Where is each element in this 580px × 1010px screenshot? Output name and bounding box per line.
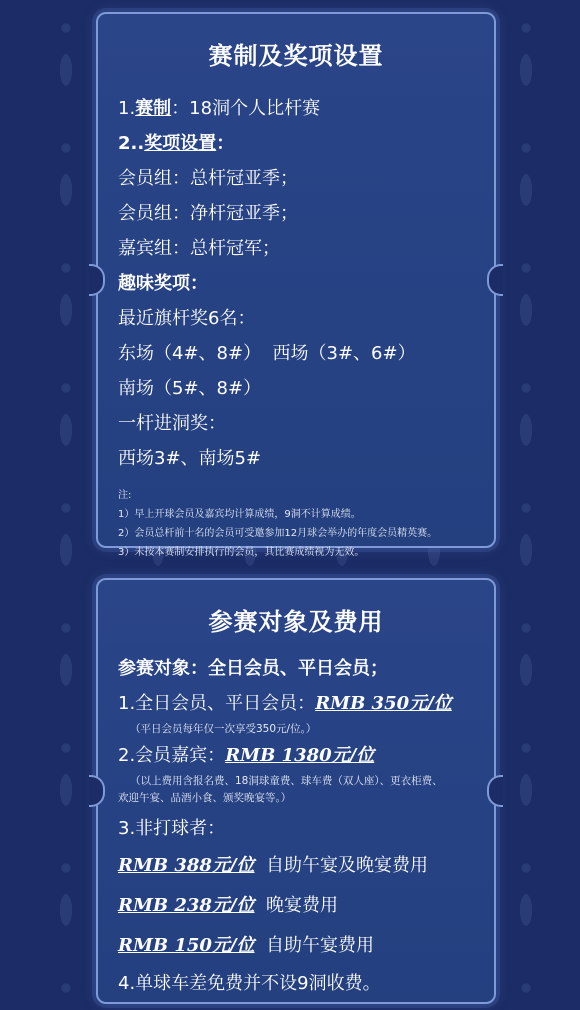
award-item: 西场3#、南场5# — [118, 448, 262, 469]
non-player-fee: RMB 238元/位 晚宴费用 — [118, 895, 338, 916]
format-label: 赛制 — [135, 98, 172, 119]
price-label: RMB 238元/位 — [118, 895, 255, 916]
award-item: 南场（5#、8#） — [118, 378, 262, 399]
price-label: RMB 388元/位 — [118, 855, 255, 876]
awards-heading: 2..奖项设置： — [118, 133, 235, 154]
award-item: 最近旗杆奖6名： — [118, 308, 256, 329]
section2-title: 参赛对象及费用 — [208, 608, 384, 636]
awards-label: 奖项设置 — [144, 133, 217, 154]
format-awards-card — [96, 12, 496, 558]
notes-label: 注: — [118, 490, 132, 501]
non-player-fee: RMB 150元/位 自助午宴费用 — [118, 935, 374, 956]
award-item: 一杆进洞奖： — [118, 413, 226, 434]
fee-item-3: 3.非打球者： — [118, 818, 226, 839]
award-item: 会员组：总杆冠亚季； — [118, 168, 298, 189]
participants-fees-card — [96, 578, 496, 1004]
fee-note: （以上费用含报名费、18洞球童费、球车费（双人座）、更衣柜费、 — [130, 775, 443, 787]
notes-block — [118, 486, 494, 562]
fee-item-4: 4.单球车差免费并不设9洞收费。 — [118, 973, 381, 994]
award-item: 嘉宾组：总杆冠军； — [118, 238, 280, 259]
price-label: RMB 350元/位 — [315, 693, 452, 714]
participants-line: 参赛对象：全日会员、平日会员； — [118, 658, 388, 679]
award-item: 会员组：净杆冠亚季； — [118, 203, 298, 224]
award-item: 东场（4#、8#） 西场（3#、6#） — [118, 343, 416, 364]
section1-title: 赛制及奖项设置 — [208, 42, 384, 70]
price-label: RMB 150元/位 — [118, 935, 255, 956]
non-player-fee: RMB 388元/位 自助午宴及晚宴费用 — [118, 855, 428, 876]
fee-item-2: 2.会员嘉宾：RMB 1380元/位 — [118, 745, 375, 766]
format-line: 1.赛制：18洞个人比杆赛 — [118, 98, 321, 119]
fee-note: 欢迎午宴、品酒小食、颁奖晚宴等。） — [118, 792, 292, 804]
note-item: 2）会员总杆前十名的会员可受邀参加12月球会举办的年度会员精英赛。 — [118, 528, 438, 539]
note-item: 3）未按本赛制安排执行的会员，其比赛成绩视为无效。 — [118, 547, 365, 558]
note-item: 1）早上开球会员及嘉宾均计算成绩，9洞不计算成绩。 — [118, 509, 361, 520]
fee-item-1: 1.全日会员、平日会员：RMB 350元/位 — [118, 693, 452, 714]
fee-note: （平日会员每年仅一次享受350元/位。） — [130, 723, 317, 735]
award-item: 趣味奖项： — [118, 273, 208, 294]
price-label: RMB 1380元/位 — [225, 745, 375, 766]
